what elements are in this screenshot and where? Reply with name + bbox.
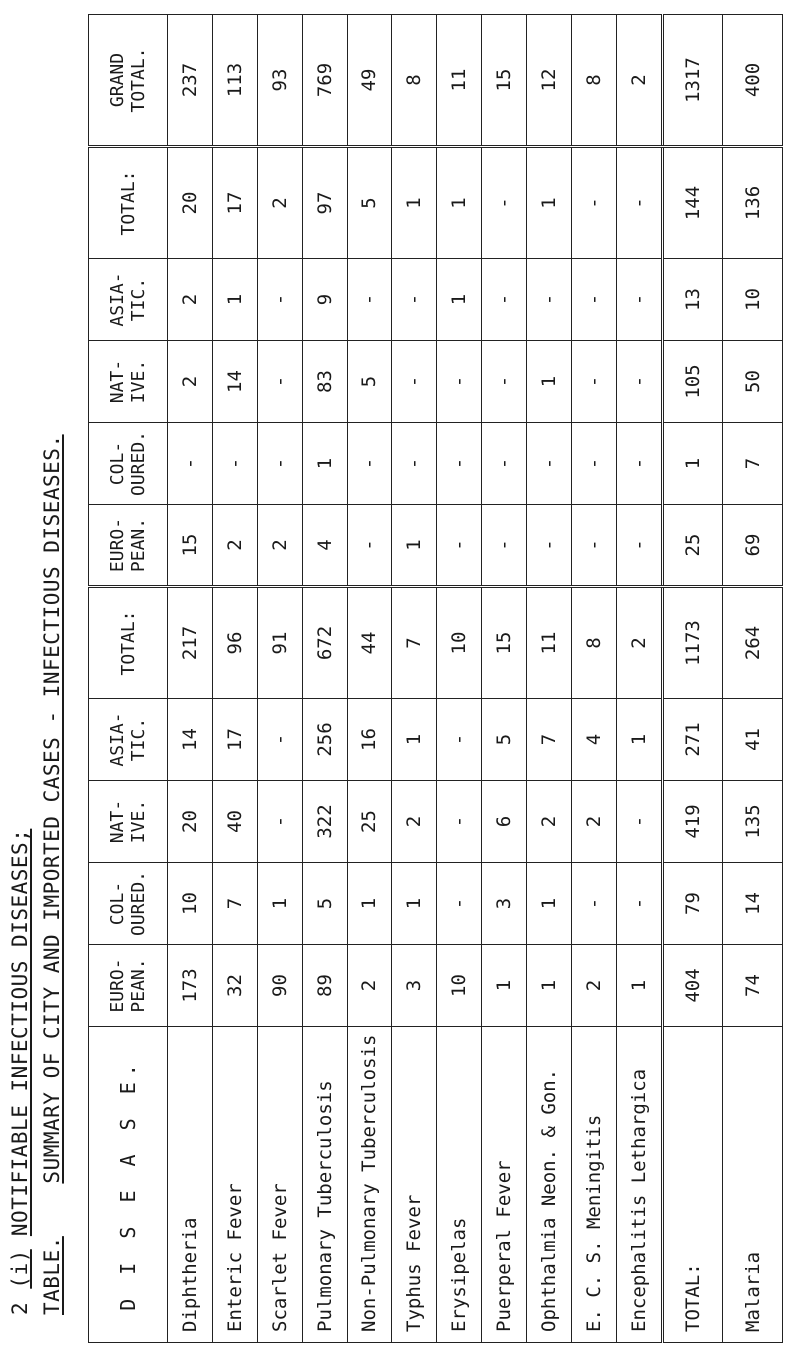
value-cell-i_co: 1 [662, 423, 723, 505]
value-cell-i_as: 1 [212, 259, 257, 341]
value-cell-i_na: 5 [347, 341, 392, 423]
heading-number: 2 [8, 1301, 32, 1315]
summary-table [88, 14, 783, 1343]
value-cell-c_co: - [437, 863, 482, 945]
value-cell-i_co: - [347, 423, 392, 505]
col-imp-total: TOTAL: [89, 147, 168, 259]
value-cell-i_co: 7 [723, 423, 783, 505]
table-row [571, 15, 616, 1343]
value-cell-i_eu: - [437, 505, 482, 587]
value-cell-c_as: 14 [168, 699, 213, 781]
value-cell-i_co: 1 [302, 423, 347, 505]
disease-name-cell: Puerperal Fever [482, 1027, 527, 1343]
value-cell-c_to: 7 [392, 587, 437, 699]
value-cell-i_co: - [437, 423, 482, 505]
col-city-native: NAT-IVE. [89, 781, 168, 863]
value-cell-i_eu: 4 [302, 505, 347, 587]
value-cell-i_eu: 2 [257, 505, 302, 587]
disease-name-cell: Non-Pulmonary Tuberculosis [347, 1027, 392, 1343]
disease-name-cell: Enteric Fever [212, 1027, 257, 1343]
value-cell-i_to: 1 [392, 147, 437, 259]
table-row [257, 15, 302, 1343]
value-cell-c_na: 419 [662, 781, 723, 863]
heading-subtitle: SUMMARY OF CITY AND IMPORTED CASES - INFECTIOUS DISEASES. [40, 434, 64, 1184]
table-row [392, 15, 437, 1343]
value-cell-c_na: 2 [527, 781, 572, 863]
col-disease: D I S E A S E. [89, 1027, 168, 1343]
value-cell-i_eu: - [616, 505, 662, 587]
value-cell-c_to: 264 [723, 587, 783, 699]
value-cell-c_as: 1 [392, 699, 437, 781]
value-cell-c_eu: 1 [527, 945, 572, 1027]
table-row [212, 15, 257, 1343]
value-cell-c_na: - [257, 781, 302, 863]
value-cell-i_eu: - [527, 505, 572, 587]
table-row [437, 15, 482, 1343]
disease-name-cell: Encephalitis Lethargica [616, 1027, 662, 1343]
total-row [662, 15, 723, 1343]
value-cell-i_co: - [482, 423, 527, 505]
value-cell-c_na: 2 [571, 781, 616, 863]
disease-name-cell: Ophthalmia Neon. & Gon. [527, 1027, 572, 1343]
value-cell-grand: 93 [257, 15, 302, 147]
value-cell-c_eu: 3 [392, 945, 437, 1027]
value-cell-i_as: 9 [302, 259, 347, 341]
value-cell-c_co: 14 [723, 863, 783, 945]
value-cell-c_as: 1 [616, 699, 662, 781]
value-cell-c_eu: 74 [723, 945, 783, 1027]
value-cell-c_as: 7 [527, 699, 572, 781]
value-cell-i_na: - [571, 341, 616, 423]
value-cell-i_eu: - [571, 505, 616, 587]
disease-name-cell: Pulmonary Tuberculosis [302, 1027, 347, 1343]
table-row [616, 15, 662, 1343]
value-cell-i_as: - [527, 259, 572, 341]
value-cell-i_as: 2 [168, 259, 213, 341]
value-cell-i_as: - [616, 259, 662, 341]
table-row [168, 15, 213, 1343]
value-cell-c_to: 11 [527, 587, 572, 699]
value-cell-i_to: - [482, 147, 527, 259]
heading-title: NOTIFIABLE INFECTIOUS DISEASES; [8, 828, 32, 1237]
value-cell-c_as: 17 [212, 699, 257, 781]
value-cell-c_eu: 89 [302, 945, 347, 1027]
value-cell-i_na: - [257, 341, 302, 423]
value-cell-c_co: 1 [527, 863, 572, 945]
value-cell-i_co: - [212, 423, 257, 505]
value-cell-i_as: 1 [437, 259, 482, 341]
col-imp-native: NAT-IVE. [89, 341, 168, 423]
value-cell-c_co: 7 [212, 863, 257, 945]
value-cell-i_na: - [616, 341, 662, 423]
col-imp-coloured: COL-OURED. [89, 423, 168, 505]
value-cell-c_na: 6 [482, 781, 527, 863]
value-cell-c_na: 25 [347, 781, 392, 863]
header-row [89, 15, 168, 1343]
value-cell-i_to: 20 [168, 147, 213, 259]
value-cell-i_as: - [347, 259, 392, 341]
value-cell-c_to: 1173 [662, 587, 723, 699]
value-cell-i_co: - [392, 423, 437, 505]
value-cell-grand: 400 [723, 15, 783, 147]
value-cell-i_co: - [571, 423, 616, 505]
disease-name-cell: Diphtheria [168, 1027, 213, 1343]
value-cell-i_eu: 25 [662, 505, 723, 587]
value-cell-i_as: 10 [723, 259, 783, 341]
value-cell-grand: 113 [212, 15, 257, 147]
value-cell-c_as: 4 [571, 699, 616, 781]
disease-name-cell: Scarlet Fever [257, 1027, 302, 1343]
value-cell-i_as: - [392, 259, 437, 341]
value-cell-i_na: - [482, 341, 527, 423]
value-cell-grand: 15 [482, 15, 527, 147]
value-cell-c_to: 672 [302, 587, 347, 699]
col-imp-european: EURO-PEAN. [89, 505, 168, 587]
value-cell-i_co: - [616, 423, 662, 505]
heading-section: (i) [8, 1249, 32, 1289]
value-cell-i_to: - [571, 147, 616, 259]
value-cell-grand: 8 [571, 15, 616, 147]
value-cell-c_co: 1 [392, 863, 437, 945]
disease-name-cell: Malaria [723, 1027, 783, 1343]
value-cell-i_as: - [482, 259, 527, 341]
value-cell-c_to: 217 [168, 587, 213, 699]
value-cell-i_na: - [437, 341, 482, 423]
value-cell-c_co: 79 [662, 863, 723, 945]
value-cell-i_to: 2 [257, 147, 302, 259]
value-cell-c_eu: 2 [347, 945, 392, 1027]
col-city-coloured: COL-OURED. [89, 863, 168, 945]
value-cell-i_to: 144 [662, 147, 723, 259]
table-row [482, 15, 527, 1343]
value-cell-i_eu: 2 [212, 505, 257, 587]
value-cell-i_eu: 69 [723, 505, 783, 587]
value-cell-c_eu: 2 [571, 945, 616, 1027]
value-cell-c_as: 16 [347, 699, 392, 781]
value-cell-i_na: 2 [168, 341, 213, 423]
value-cell-c_eu: 90 [257, 945, 302, 1027]
value-cell-grand: 1317 [662, 15, 723, 147]
value-cell-c_eu: 1 [482, 945, 527, 1027]
value-cell-c_eu: 404 [662, 945, 723, 1027]
table-row [527, 15, 572, 1343]
value-cell-grand: 49 [347, 15, 392, 147]
value-cell-i_to: 5 [347, 147, 392, 259]
value-cell-c_co: 1 [347, 863, 392, 945]
value-cell-c_na: - [437, 781, 482, 863]
value-cell-i_na: 14 [212, 341, 257, 423]
value-cell-i_na: 50 [723, 341, 783, 423]
value-cell-c_na: 135 [723, 781, 783, 863]
malaria-row [723, 15, 783, 1343]
value-cell-grand: 237 [168, 15, 213, 147]
value-cell-i_to: - [616, 147, 662, 259]
value-cell-c_na: 2 [392, 781, 437, 863]
value-cell-c_to: 2 [616, 587, 662, 699]
value-cell-c_to: 91 [257, 587, 302, 699]
value-cell-i_na: 105 [662, 341, 723, 423]
value-cell-i_eu: - [482, 505, 527, 587]
value-cell-c_to: 96 [212, 587, 257, 699]
value-cell-c_as: 271 [662, 699, 723, 781]
value-cell-c_eu: 173 [168, 945, 213, 1027]
value-cell-c_as: - [437, 699, 482, 781]
value-cell-c_co: - [571, 863, 616, 945]
value-cell-i_to: 97 [302, 147, 347, 259]
value-cell-i_eu: 15 [168, 505, 213, 587]
value-cell-grand: 8 [392, 15, 437, 147]
value-cell-i_to: 136 [723, 147, 783, 259]
value-cell-c_na: 40 [212, 781, 257, 863]
value-cell-i_to: 1 [527, 147, 572, 259]
value-cell-i_eu: - [347, 505, 392, 587]
value-cell-grand: 12 [527, 15, 572, 147]
disease-name-cell: TOTAL: [662, 1027, 723, 1343]
table-row [347, 15, 392, 1343]
value-cell-i_to: 1 [437, 147, 482, 259]
table-label: TABLE. [40, 1236, 64, 1315]
value-cell-i_as: 13 [662, 259, 723, 341]
col-city-asiatic: ASIA-TIC. [89, 699, 168, 781]
value-cell-c_eu: 1 [616, 945, 662, 1027]
value-cell-i_to: 17 [212, 147, 257, 259]
value-cell-i_co: - [168, 423, 213, 505]
value-cell-grand: 2 [616, 15, 662, 147]
value-cell-c_to: 44 [347, 587, 392, 699]
value-cell-i_na: - [392, 341, 437, 423]
value-cell-c_co: 5 [302, 863, 347, 945]
value-cell-c_to: 10 [437, 587, 482, 699]
col-city-total: TOTAL: [89, 587, 168, 699]
value-cell-c_to: 15 [482, 587, 527, 699]
value-cell-c_na: 322 [302, 781, 347, 863]
value-cell-i_co: - [527, 423, 572, 505]
value-cell-c_as: 256 [302, 699, 347, 781]
value-cell-c_co: 10 [168, 863, 213, 945]
value-cell-grand: 769 [302, 15, 347, 147]
value-cell-i_as: - [571, 259, 616, 341]
value-cell-c_na: 20 [168, 781, 213, 863]
col-imp-asiatic: ASIA-TIC. [89, 259, 168, 341]
value-cell-c_eu: 10 [437, 945, 482, 1027]
value-cell-c_as: - [257, 699, 302, 781]
value-cell-c_eu: 32 [212, 945, 257, 1027]
table-body [168, 15, 783, 1343]
value-cell-i_eu: 1 [392, 505, 437, 587]
heading-subtitle-line [40, 15, 64, 1315]
value-cell-i_na: 83 [302, 341, 347, 423]
value-cell-c_to: 8 [571, 587, 616, 699]
value-cell-c_as: 41 [723, 699, 783, 781]
value-cell-i_na: 1 [527, 341, 572, 423]
disease-name-cell: Typhus Fever [392, 1027, 437, 1343]
value-cell-grand: 11 [437, 15, 482, 147]
value-cell-i_as: - [257, 259, 302, 341]
value-cell-c_co: 3 [482, 863, 527, 945]
col-city-european: EURO-PEAN. [89, 945, 168, 1027]
disease-name-cell: Erysipelas [437, 1027, 482, 1343]
col-grand-total: GRAND TOTAL. [89, 15, 168, 147]
disease-name-cell: E. C. S. Meningitis [571, 1027, 616, 1343]
value-cell-c_co: 1 [257, 863, 302, 945]
value-cell-i_co: - [257, 423, 302, 505]
value-cell-c_as: 5 [482, 699, 527, 781]
heading-title-line [8, 15, 32, 1315]
value-cell-c_co: - [616, 863, 662, 945]
value-cell-c_na: - [616, 781, 662, 863]
table-row [302, 15, 347, 1343]
